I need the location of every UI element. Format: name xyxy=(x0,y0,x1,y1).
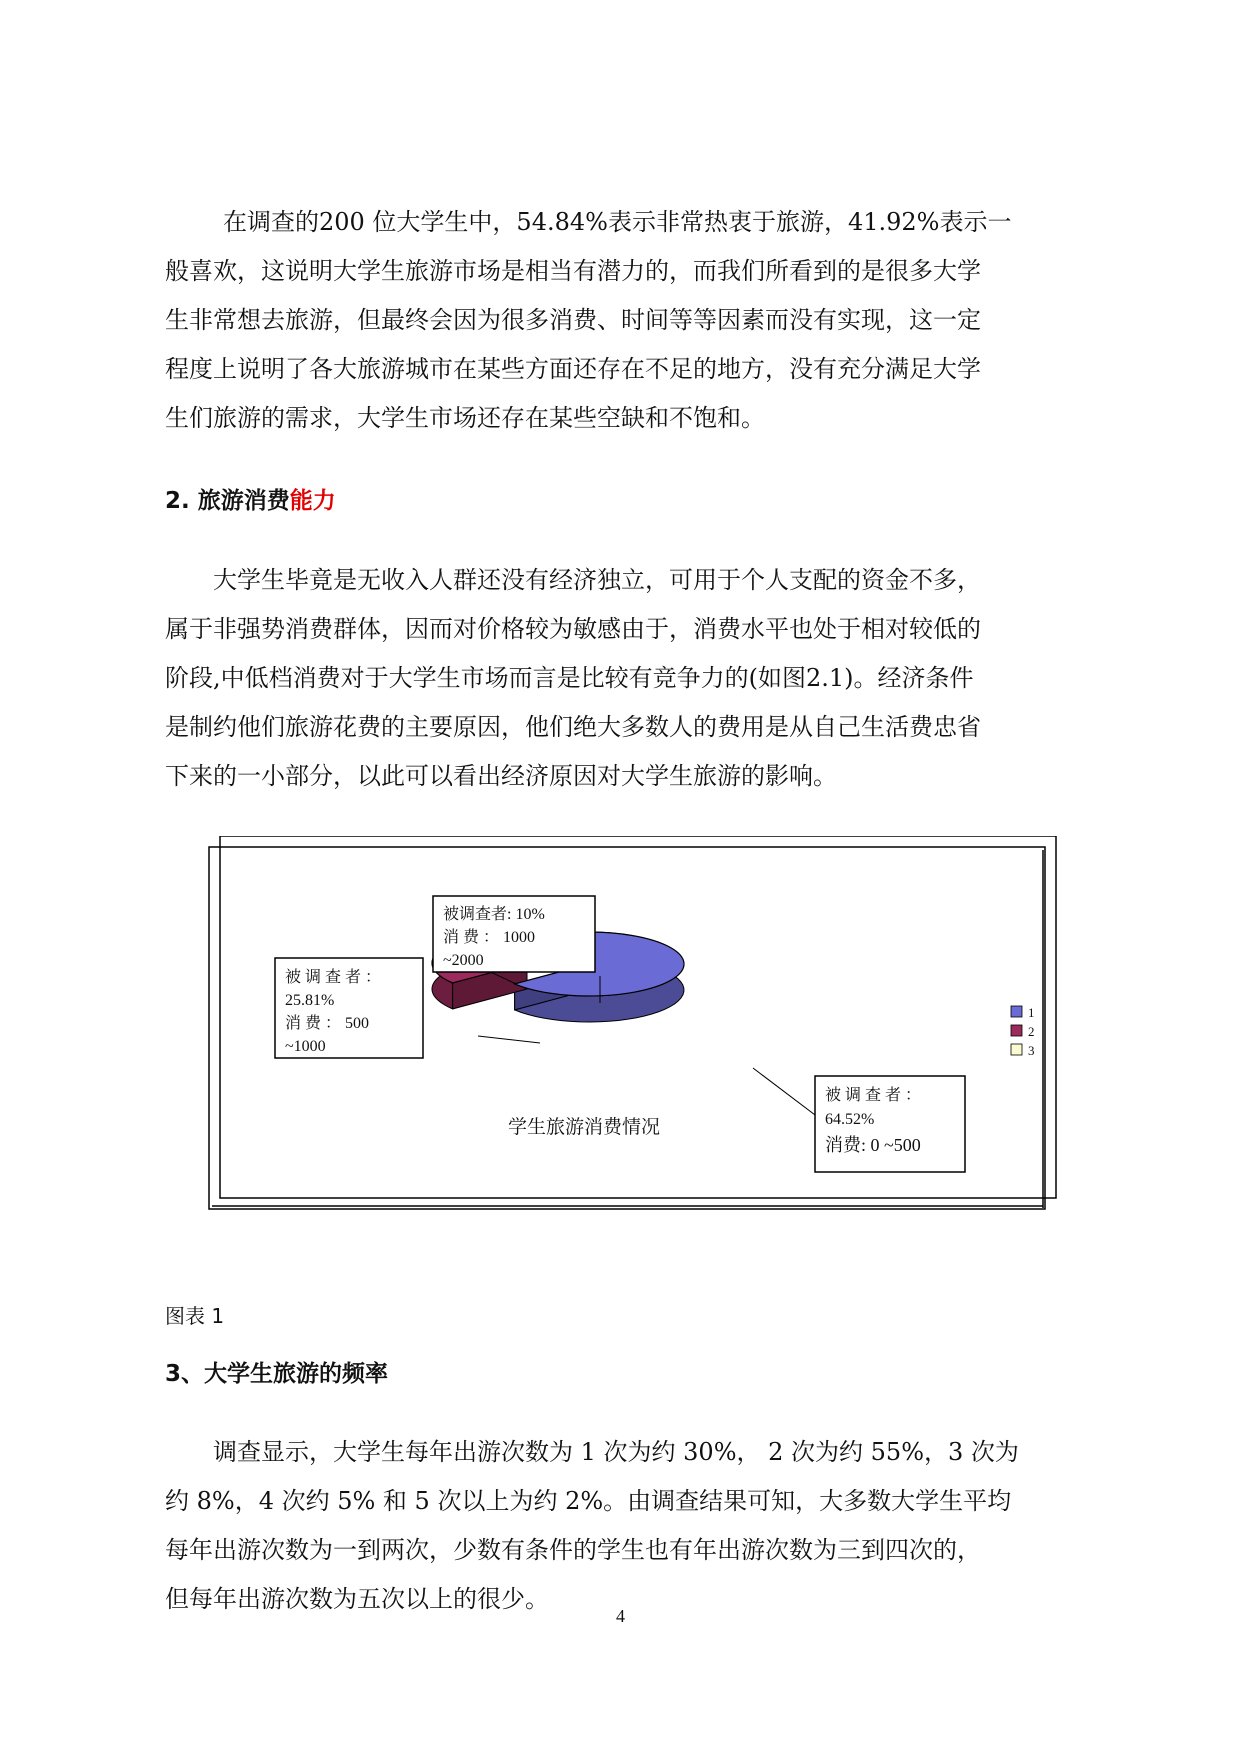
text-line: 阶段,中低档消费对于大学生市场而言是比较有竞争力的(如图2.1)。经济条件 xyxy=(165,664,974,692)
paragraph-intro xyxy=(165,198,1015,443)
chart-legend xyxy=(1011,1005,1035,1058)
chart-title: 学生旅游消费情况 xyxy=(508,1117,661,1138)
data-label-slice-2-line1: 被 调 查 者 ： xyxy=(285,969,382,986)
data-label-slice-2-line3: 消 费 ： 500 xyxy=(285,1015,370,1032)
text-line: 约 8%，4 次约 5% 和 5 次以上为约 2%。由调查结果可知，大多数大学生平均 xyxy=(165,1487,1012,1515)
text-line: 是制约他们旅游花费的主要原因，他们绝大多数人的费用是从自己生活费忠省 xyxy=(165,713,981,741)
heading-main-text: 2. 旅游消费 xyxy=(165,488,290,514)
consumption-pie-chart xyxy=(208,836,1058,1211)
data-label-slice-2-line4: ~1000 xyxy=(285,1038,326,1055)
text-line: 但每年出游次数为五次以上的很少。 xyxy=(165,1585,549,1613)
text-line: 每年出游次数为一到两次，少数有条件的学生也有年出游次数为三到四次的， xyxy=(165,1536,981,1564)
data-label-slice-2-line2: 25.81% xyxy=(285,992,335,1009)
text-line: 下来的一小部分，以此可以看出经济原因对大学生旅游的影响。 xyxy=(165,762,837,790)
legend-entry-3: 3 xyxy=(1028,1043,1035,1058)
text-line: 调查显示，大学生每年出游次数为 1 次为约 30%， 2 次为约 55%，3 次为 xyxy=(213,1438,1019,1466)
section-heading-consumption xyxy=(165,482,336,515)
paragraph-frequency xyxy=(165,1428,1019,1624)
text-line: 在调查的200 位大学生中，54.84%表示非常热衷于旅游，41.92%表示一 xyxy=(223,208,1012,236)
page-number: 4 xyxy=(616,1606,625,1626)
text-line: 程度上说明了各大旅游城市在某些方面还存在不足的地方，没有充分满足大学 xyxy=(165,355,981,383)
text-line: 生非常想去旅游，但最终会因为很多消费、时间等等因素而没有实现，这一定 xyxy=(165,306,981,334)
text-line: 生们旅游的需求，大学生市场还存在某些空缺和不饱和。 xyxy=(165,404,765,432)
paragraph-consumption xyxy=(165,556,1015,801)
data-label-slice-1-line3: 消费: 0 ~500 xyxy=(825,1135,921,1155)
legend-entry-2: 2 xyxy=(1028,1024,1035,1039)
legend-entry-1: 1 xyxy=(1028,1005,1035,1020)
data-label-slice-3-line1: 被调查者: 10% xyxy=(443,906,545,923)
data-label-slice-3-line3: ~2000 xyxy=(443,952,484,969)
text-line: 属于非强势消费群体，因而对价格较为敏感由于，消费水平也处于相对较低的 xyxy=(165,615,981,643)
text-line: 大学生毕竟是无收入人群还没有经济独立，可用于个人支配的资金不多， xyxy=(213,566,981,594)
heading-accent-text: 能力 xyxy=(289,488,336,514)
data-label-slice-1-line1: 被 调 查 者 ： xyxy=(825,1087,922,1104)
text-line: 般喜欢，这说明大学生旅游市场是相当有潜力的，而我们所看到的是很多大学 xyxy=(165,257,981,285)
data-label-slice-3-line2: 消 费 ： 1000 xyxy=(443,929,536,946)
section-heading-frequency: 3、大学生旅游的频率 xyxy=(165,1361,389,1387)
data-label-slice-1-line2: 64.52% xyxy=(825,1111,875,1128)
figure-caption: 图表 1 xyxy=(165,1304,225,1328)
